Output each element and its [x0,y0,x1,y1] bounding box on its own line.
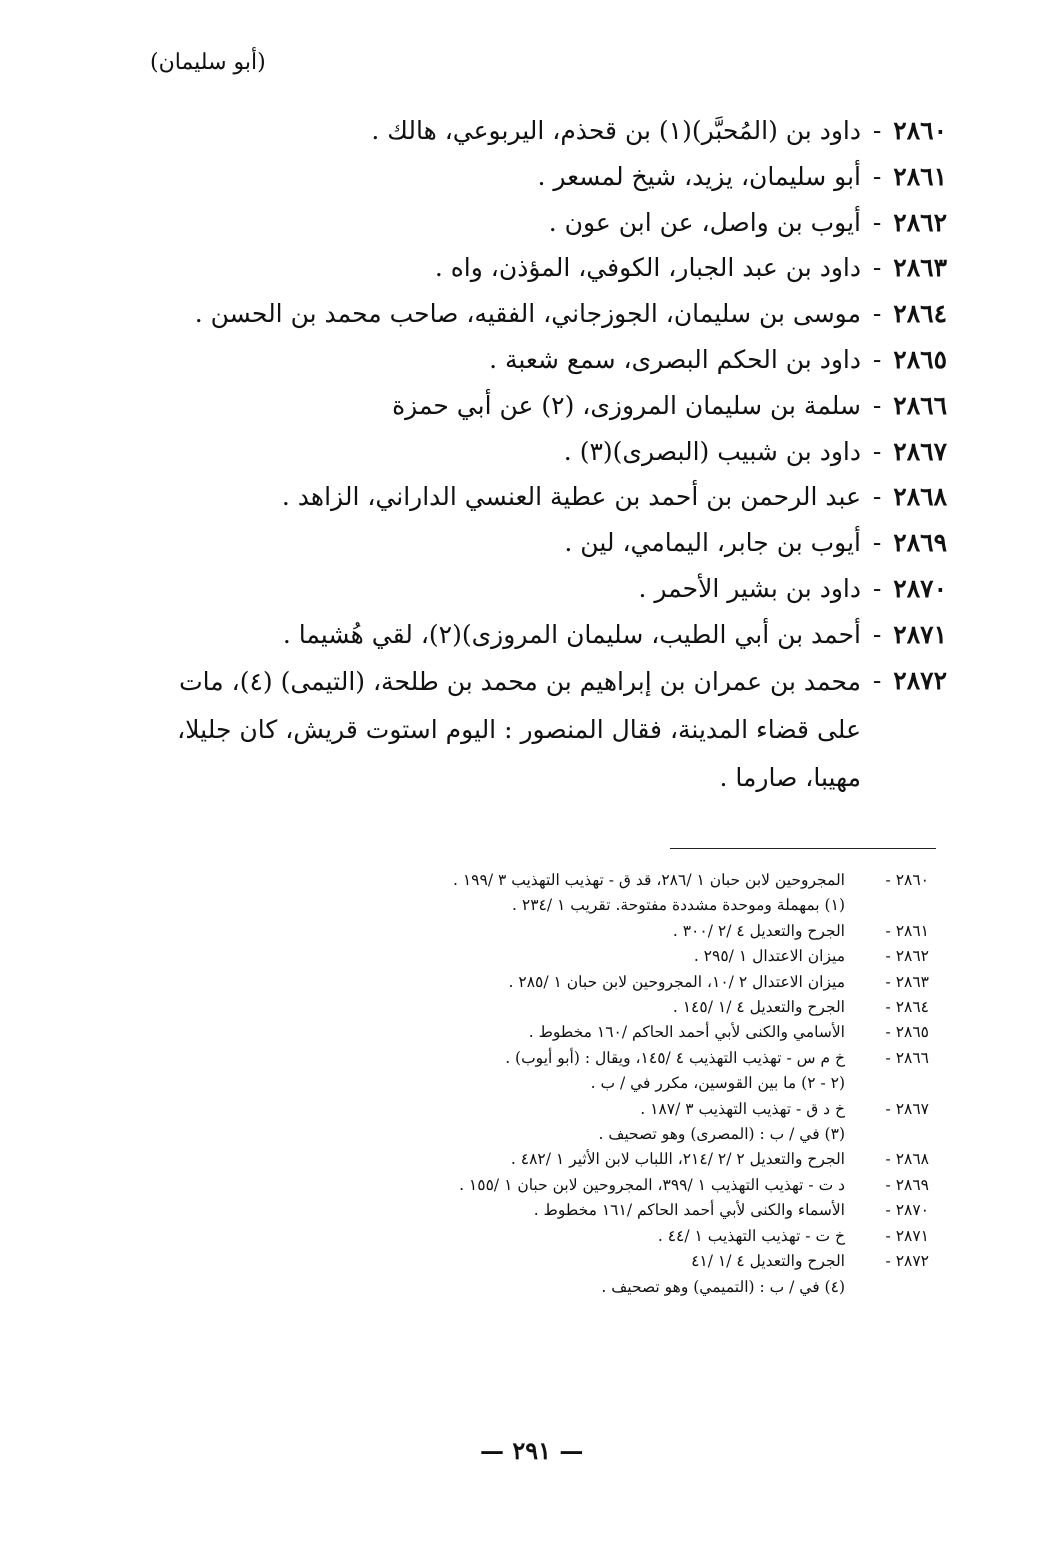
entry-number: ٢٨٦٢ - [872,207,947,237]
footnote-number: ٢٨٦٩ - [885,1175,929,1194]
footnote-text: (٢ - ٢) ما بين القوسين، مكرر في / ب . [590,1074,845,1093]
entry-text: داود بن الحكم البصرى، سمع شعبة . [489,344,861,374]
entry-number: ٢٨٦٤ - [872,299,947,329]
footnote-number [845,1071,929,1096]
footnote-row [169,995,929,1020]
entry-text: داود بن شبيب (البصرى)(٣) . [563,436,861,466]
footnote-row [169,944,929,969]
entry-number: ٢٨٦٣ - [872,253,947,283]
entry-number: ٢٨٧٢ - [872,665,947,695]
entry-number: ٢٨٧٠ - [872,573,947,603]
footnote-text: خ د ق - تهذيب التهذيب ٣ /١٨٧ . [640,1099,845,1118]
footnote-number: ٢٨٦٦ - [885,1048,929,1067]
entry-2871 [147,612,947,658]
footnote-number: ٢٨٦٧ - [885,1099,929,1118]
footnote-row [169,893,929,918]
page-number: — ٢٩١ — [480,1436,584,1465]
footnotes-list [169,868,929,1300]
footnote-number: ٢٨٦٣ - [885,972,929,991]
footnote-text: الأسماء والكنى لأبي أحمد الحاكم /١٦١ مخطوط . [533,1201,845,1220]
footnote-row [169,1122,929,1147]
footnote-text: د ت - تهذيب التهذيب ١ /٣٩٩، المجروحين لابن حبان ١ /١٥٥ . [459,1175,845,1194]
entry-text: أبو سليمان، يزيد، شيخ لمسعر . [537,161,861,191]
footnote-row [169,1020,929,1045]
entry-number: ٢٨٦٠ - [872,116,947,145]
footnote-text: (١) بمهملة وموحدة مشددة مفتوحة. تقريب ١ /٢٣٤ . [512,896,845,915]
entry-number: ٢٨٦٨ - [872,482,947,512]
entry-2864 [147,291,947,337]
footnote-number: ٢٨٦٠ - [885,871,929,889]
footnote-text: الجرح والتعديل ٤ /٢ /٣٠٠ . [672,921,845,940]
entry-text: موسى بن سليمان، الجوزجاني، الفقيه، صاحب محمد بن الحسن . [194,299,861,329]
entry-number: ٢٨٦٧ - [872,436,947,466]
footnote-row [169,919,929,944]
entry-text: سلمة بن سليمان المروزى، (٢) عن أبي حمزة [392,390,861,420]
footnote-row [169,1046,929,1071]
entry-text: محمد بن عمران بن إبراهيم بن محمد بن طلحة، (التيمى) (٤)، مات على قضاء المدينة، فقال المنصور : اليوم استوت قريش، كان جليلا، مهيبا، صارما . [177,666,861,792]
footnote-number [845,1122,929,1147]
entry-number: ٢٨٦١ - [872,161,947,191]
footnote-row [169,1198,929,1223]
entry-text: داود بن عبد الجبار، الكوفي، المؤذن، واه . [434,253,861,283]
entry-number: ٢٨٦٥ - [872,344,947,374]
footnote-text: خ ت - تهذيب التهذيب ١ /٤٤ . [657,1226,845,1245]
footnote-number: ٢٨٧١ - [885,1226,929,1245]
footnote-row [169,1249,929,1274]
entry-text: أيوب بن واصل، عن ابن عون . [548,207,861,237]
entry-2862 [147,200,947,246]
footnote-number: ٢٨٦٥ - [885,1023,929,1042]
footnote-number [845,893,929,918]
footnote-text: ميزان الاعتدال ١ /٢٩٥ . [693,947,845,966]
footnote-row [169,868,929,893]
footnote-row [169,1147,929,1172]
footnote-number: ٢٨٦٤ - [885,998,929,1017]
entry-number: ٢٨٧١ - [872,619,947,649]
entry-2865 [147,337,947,383]
footnote-text: ميزان الاعتدال ٢ /١٠، المجروحين لابن حبان ١ /٢٨٥ . [508,972,845,991]
footnote-row [169,1275,929,1300]
entry-2867 [147,429,947,475]
footnote-row [169,1173,929,1198]
entry-text: أيوب بن جابر، اليمامي، لين . [564,528,861,558]
footnote-row [169,1097,929,1122]
entry-2860 [147,108,947,154]
footnote-number: ٢٨٦٨ - [885,1150,929,1169]
entry-2868 [147,474,947,520]
entry-number: ٢٨٦٦ - [872,390,947,420]
running-head: (أبو سليمان) [150,50,266,75]
footnote-row [169,1224,929,1249]
footnote-number: ٢٨٦١ - [885,921,929,940]
entry-number: ٢٨٦٩ - [872,528,947,558]
entry-2870 [147,566,947,612]
footnote-number [845,1275,929,1300]
footnote-text: المجروحين لابن حبان ١ /٢٨٦، قد ق - تهذيب التهذيب ٣ /١٩٩ . [452,871,845,889]
footnote-number: ٢٨٦٢ - [885,947,929,966]
footnote-row [169,970,929,995]
entry-text: عبد الرحمن بن أحمد بن عطية العنسي الداراني، الزاهد . [281,482,861,512]
footnote-text: الجرح والتعديل ٤ /١ /١٤٥ . [672,998,845,1017]
footnote-number: ٢٨٧٢ - [885,1252,929,1271]
footnote-text: (٤) في / ب : (التميمي) وهو تصحيف . [601,1277,845,1296]
footnote-text: خ م س - تهذيب التهذيب ٤ /١٤٥، ويقال : (أبو أيوب) . [505,1048,845,1067]
footnote-number: ٢٨٧٠ - [885,1201,929,1220]
entry-text: داود بن بشير الأحمر . [638,573,861,603]
footnote-text: (٣) في / ب : (المصرى) وهو تصحيف . [598,1125,845,1144]
entry-2869 [147,520,947,566]
footnote-separator [670,848,936,849]
entry-2861 [147,154,947,200]
footnote-text: الجرح والتعديل ٤ /١ /٤١ [691,1252,845,1271]
footnote-row [169,1071,929,1096]
entries-list [147,108,947,802]
entry-2866 [147,383,947,429]
entry-text: داود بن (المُحبَّر)(١) بن قحذم، اليربوعي، هالك . [371,116,861,145]
entry-text: أحمد بن أبي الطيب، سليمان المروزى)(٢)، لقي هُشيما . [282,619,861,649]
footnote-text: الجرح والتعديل ٢ /٢ /٢١٤، اللباب لابن الأثير ١ /٤٨٢ . [510,1150,845,1169]
entry-2872 [147,658,947,802]
footnote-text: الأسامي والكنى لأبي أحمد الحاكم /١٦٠ مخطوط . [528,1023,845,1042]
entry-2863 [147,245,947,291]
